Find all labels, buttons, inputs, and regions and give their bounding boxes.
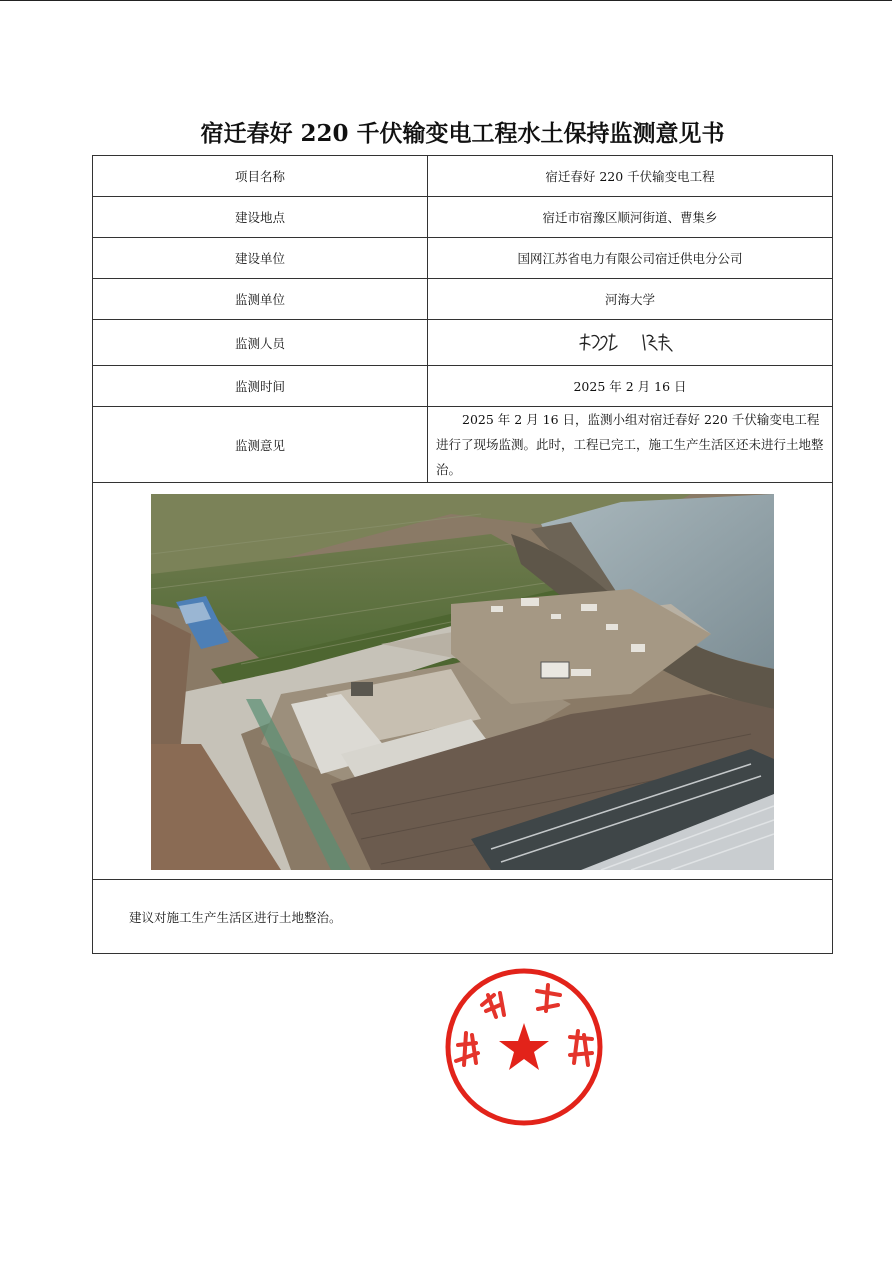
top-border-line: [0, 0, 892, 1]
table-row: [93, 407, 833, 483]
table-row: [93, 156, 833, 197]
suggestion-text: 建议对施工生产生活区进行土地整治。: [93, 880, 833, 954]
handwritten-signature: [575, 328, 685, 358]
row-label: 建设地点: [93, 197, 428, 238]
row-value: 2025 年 2 月 16 日: [428, 366, 833, 407]
aerial-photo-illustration: [151, 494, 774, 870]
photo-row: [93, 483, 833, 880]
row-value: 宿迁春好 220 千伏输变电工程: [428, 156, 833, 197]
aerial-site-photo: [151, 494, 774, 870]
table-row: [93, 238, 833, 279]
photo-cell: [93, 483, 833, 880]
row-label: 监测意见: [93, 407, 428, 483]
row-label: 监测单位: [93, 279, 428, 320]
table-row: [93, 320, 833, 366]
opinion-text: [428, 407, 833, 483]
university-seal-stamp: [442, 965, 606, 1129]
table-row: [93, 366, 833, 407]
row-label: 监测时间: [93, 366, 428, 407]
row-label: 监测人员: [93, 320, 428, 366]
signature-cell: [428, 320, 833, 366]
table-row: [93, 279, 833, 320]
row-value: 河海大学: [428, 279, 833, 320]
opinion-body: 2025 年 2 月 16 日，监测小组对宿迁春好 220 千伏输变电工程进行了现场监测。此时，工程已完工，施工生产生活区还未进行土地整治。: [436, 412, 824, 477]
suggestion-row: [93, 880, 833, 954]
monitoring-info-table: [92, 155, 833, 954]
row-value: 国网江苏省电力有限公司宿迁供电分公司: [428, 238, 833, 279]
page-title: 宿迁春好 220 千伏输变电工程水土保持监测意见书: [200, 120, 725, 147]
row-label: 项目名称: [93, 156, 428, 197]
row-value: 宿迁市宿豫区顺河街道、曹集乡: [428, 197, 833, 238]
row-label: 建设单位: [93, 238, 428, 279]
table-row: [93, 197, 833, 238]
